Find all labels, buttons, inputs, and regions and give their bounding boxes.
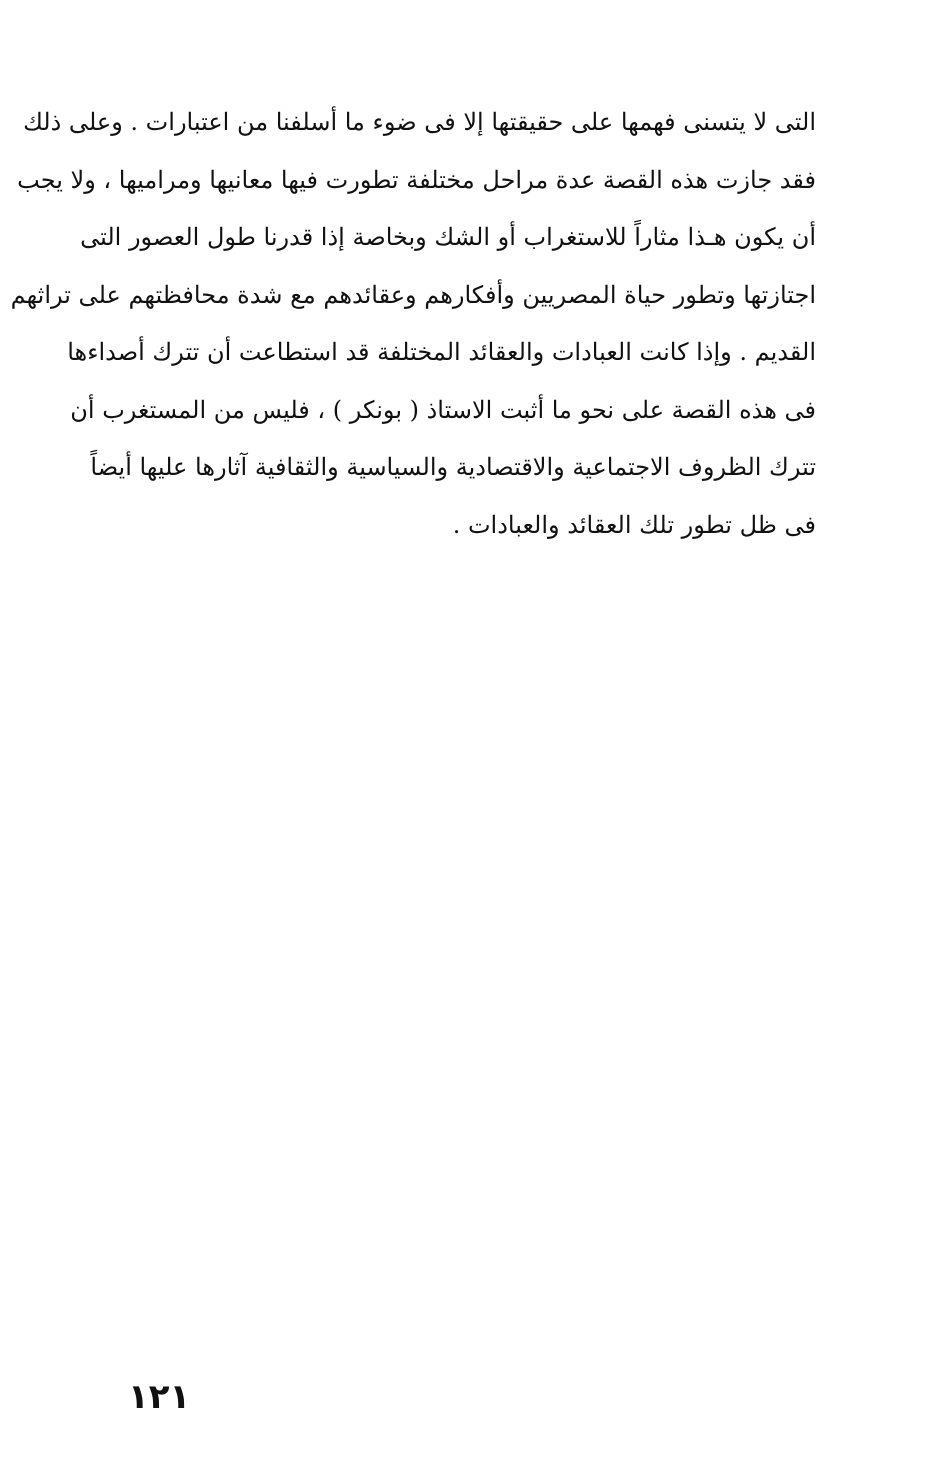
text-line: فى هذه القصة على نحو ما أثبت الاستاذ ( بونكر ) ، فليس من المستغرب أن: [70, 395, 816, 424]
text-line: أن يكون هـذا مثاراً للاستغراب أو الشك وبخاصة إذا قدرنا طول العصور التى: [80, 223, 816, 251]
text-line: فى ظل تطور تلك العقائد والعبادات .: [452, 510, 816, 539]
text-line: القديم . وإذا كانت العبادات والعقائد المختلفة قد استطاعت أن تترك أصداءها: [67, 338, 816, 366]
text-line: فقد جازت هذه القصة عدة مراحل مختلفة تطورت فيها معانيها ومراميها ، ولا يجب: [17, 165, 816, 194]
body-paragraph: [10, 94, 816, 554]
text-line: التى لا يتسنى فهمها على حقيقتها إلا فى ضوء ما أسلفنا من اعتبارات . وعلى ذلك: [23, 108, 816, 136]
text-line: تترك الظروف الاجتماعية والاقتصادية والسياسية والثقافية آثارها عليها أيضاً: [90, 453, 816, 481]
page-number: ١٢١: [128, 1377, 191, 1417]
text-line: اجتازتها وتطور حياة المصريين وأفكارهم وعقائدهم مع شدة محافظتهم على تراثهم: [10, 280, 816, 309]
